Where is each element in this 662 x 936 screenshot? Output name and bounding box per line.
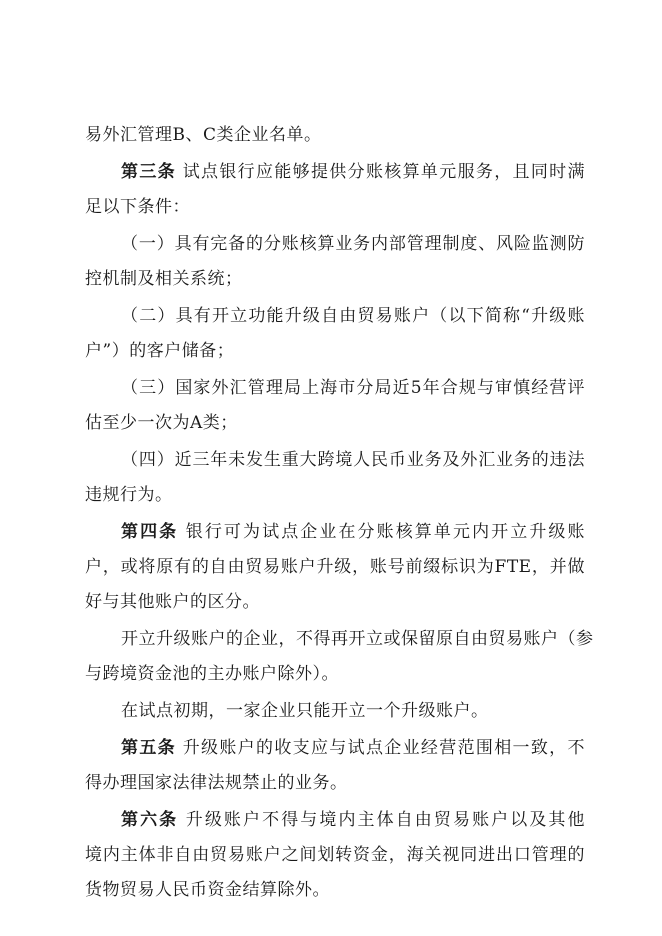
text-line xyxy=(85,590,585,614)
line-text: 在试点初期，一家企业只能开立一个升级账户。 xyxy=(121,701,489,721)
text-line xyxy=(85,339,585,363)
article-heading: 第三条 xyxy=(121,162,176,182)
text-line xyxy=(85,843,585,867)
article-heading: 第五条 xyxy=(121,738,176,758)
line-text: 升级账户的收支应与试点企业经营范围相一致，不 xyxy=(175,738,586,758)
article-five-line xyxy=(121,736,585,760)
line-text: 户”）的客户储备； xyxy=(85,341,235,361)
line-text: 易外汇管理B、C类企业名单。 xyxy=(85,125,322,145)
line-text: 户，或将原有的自由贸易账户升级，账号前缀标识为FTE，并做 xyxy=(85,557,585,577)
text-line xyxy=(85,878,585,902)
text-line xyxy=(121,232,585,256)
line-text: 银行可为试点企业在分账核算单元内开立升级账 xyxy=(178,522,586,542)
line-text: 试点银行应能够提供分账核算单元服务，且同时满 xyxy=(175,162,586,182)
line-text: 与跨境资金池的主办账户除外）。 xyxy=(85,664,339,684)
line-text: （三）国家外汇管理局上海市分局近5年合规与审慎经营评 xyxy=(121,378,585,398)
text-line xyxy=(85,662,585,686)
line-text: 控机制及相关系统； xyxy=(85,269,243,289)
line-text: 违规行为。 xyxy=(85,485,173,505)
line-text: 货物贸易人民币资金结算除外。 xyxy=(85,880,330,900)
text-line xyxy=(85,123,585,147)
text-line xyxy=(121,304,585,328)
line-text: 得办理国家法律法规禁止的业务。 xyxy=(85,773,348,793)
article-four-line xyxy=(121,520,585,544)
line-text: 升级账户不得与境内主体自由贸易账户以及其他 xyxy=(178,810,586,830)
line-text: （一）具有完备的分账核算业务内部管理制度、风险监测防 xyxy=(121,234,585,254)
line-text: 好与其他账户的区分。 xyxy=(85,592,260,612)
text-line xyxy=(121,376,585,400)
article-three-line xyxy=(121,160,585,184)
line-text: （四）近三年未发生重大跨境人民币业务及外汇业务的违法 xyxy=(121,450,585,470)
line-text: 足以下条件： xyxy=(85,197,190,217)
line-text: （二）具有开立功能升级自由贸易账户（以下简称“升级账 xyxy=(121,306,585,326)
line-text: 开立升级账户的企业，不得再开立或保留原自由贸易账户（参 xyxy=(121,629,594,649)
article-heading: 第六条 xyxy=(121,810,179,830)
text-line xyxy=(85,555,585,579)
article-six-line xyxy=(121,808,585,832)
line-text: 境内主体非自由贸易账户之间划转资金，海关视同进出口管理的 xyxy=(85,845,585,865)
line-text: 估至少一次为A类； xyxy=(85,413,238,433)
text-line xyxy=(121,699,585,723)
text-line xyxy=(85,483,585,507)
text-line xyxy=(85,267,585,291)
text-line xyxy=(85,411,585,435)
text-line xyxy=(121,448,585,472)
article-heading: 第四条 xyxy=(121,522,179,542)
text-line xyxy=(121,627,594,651)
text-line xyxy=(85,771,585,795)
text-line xyxy=(85,195,585,219)
